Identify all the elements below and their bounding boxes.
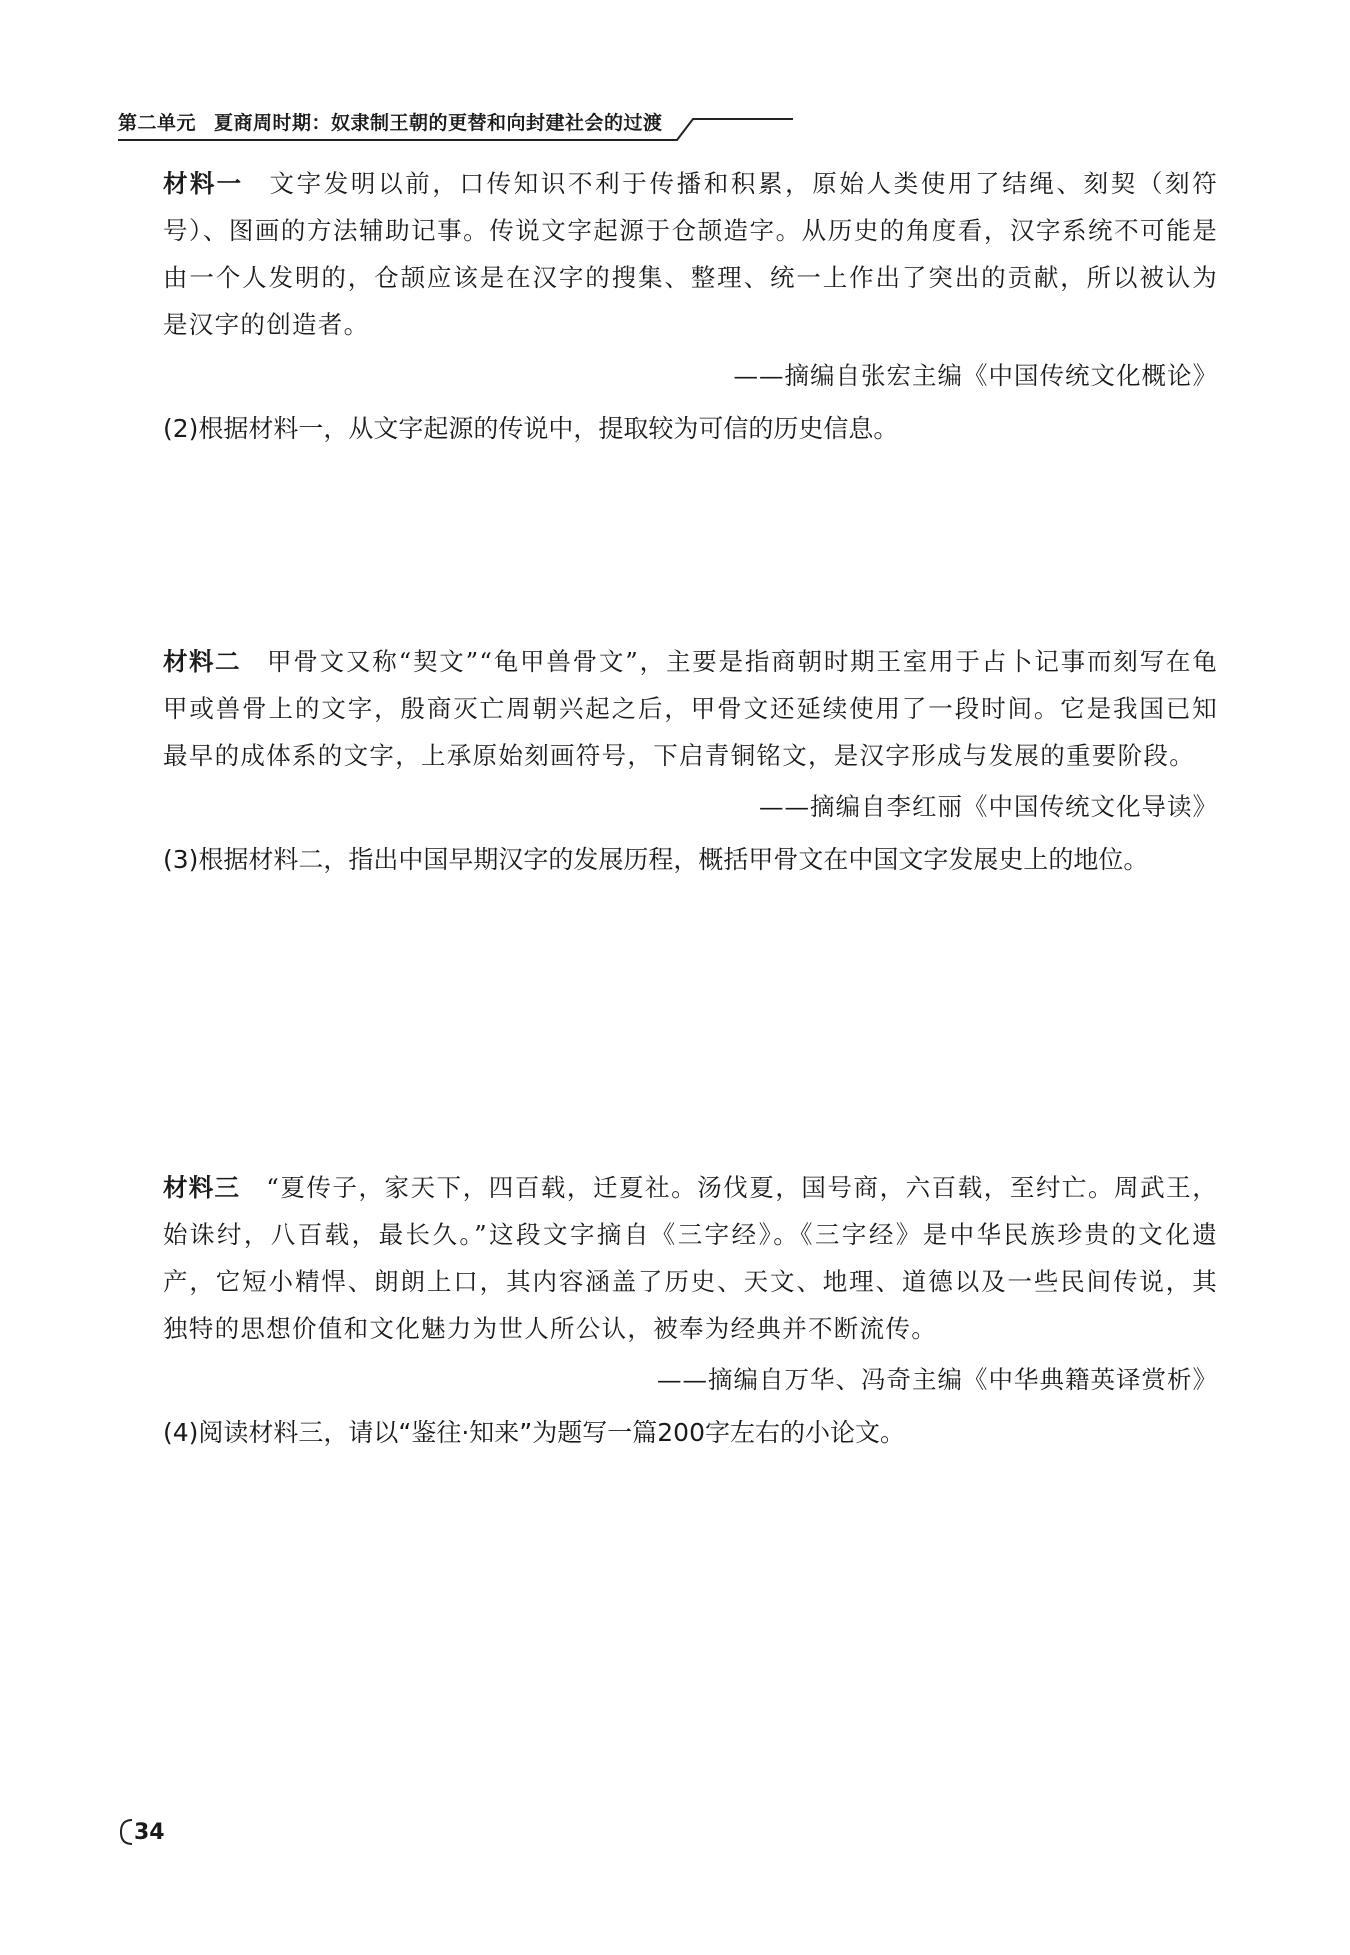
material-3-block <box>163 1164 1218 1457</box>
material-1-block <box>163 160 1218 453</box>
material-3-paragraph <box>163 1164 1218 1352</box>
question-4: (4)阅读材料三，请以“鉴往·知来”为题写一篇200字左右的小论文。 <box>163 1418 905 1447</box>
unit-label: 第二单元 <box>118 112 197 134</box>
material-2-block <box>163 638 1218 884</box>
page-number-bracket-icon <box>118 1818 134 1846</box>
material-1-paragraph <box>163 160 1218 348</box>
material-1-source: ——摘编自张宏主编《中国传统文化概论》 <box>733 361 1218 390</box>
material-2-label: 材料二 <box>163 647 242 676</box>
material-2-source: ——摘编自李红丽《中国传统文化导读》 <box>759 792 1218 821</box>
header-decoration <box>663 111 793 141</box>
material-1-text: 文字发明以前，口传知识不利于传播和积累，原始人类使用了结绳、刻契（刻符号）、图画的方法辅助记事。传说文字起源于仓颉造字。从历史的角度看，汉字系统不可能是由一个人发明的，仓颉应该是在汉字的搜集、整理、统一上作出了突出的贡献，所以被认为是汉字的创造者。 <box>163 169 1218 339</box>
unit-title <box>118 108 663 141</box>
material-3-source: ——摘编自万华、冯奇主编《中华典籍英译赏析》 <box>657 1365 1218 1394</box>
material-3-text: “夏传子，家天下，四百载，迁夏社。汤伐夏，国号商，六百载，至纣亡。周武王，始诛纣，八百载，最长久。”这段文字摘自《三字经》。《三字经》是中华民族珍贵的文化遗产，它短小精悍、朗朗上口，其内容涵盖了历史、天文、地理、道德以及一些民间传说，其独特的思想价值和文化魅力为世人所公认，被奉为经典并不断流传。 <box>163 1173 1219 1343</box>
question-3: (3)根据材料二，指出中国早期汉字的发展历程，概括甲骨文在中国文字发展史上的地位。 <box>163 845 1149 874</box>
page-header <box>118 108 793 141</box>
page-number-text: 34 <box>134 1819 165 1845</box>
unit-subtitle: 夏商周时期：奴隶制王朝的更替和向封建社会的过渡 <box>214 112 663 134</box>
material-3-label: 材料三 <box>163 1173 241 1202</box>
material-1-label: 材料一 <box>163 169 244 198</box>
material-2-paragraph <box>163 638 1218 779</box>
material-2-text: 甲骨文又称“契文”“龟甲兽骨文”，主要是指商朝时期王室用于占卜记事而刻写在龟甲或兽骨上的文字，殷商灭亡周朝兴起之后，甲骨文还延续使用了一段时间。它是我国已知最早的成体系的文字，上承原始刻画符号，下启青铜铭文，是汉字形成与发展的重要阶段。 <box>163 647 1219 770</box>
page-number <box>118 1818 165 1846</box>
question-2: (2)根据材料一，从文字起源的传说中，提取较为可信的历史信息。 <box>163 414 899 443</box>
